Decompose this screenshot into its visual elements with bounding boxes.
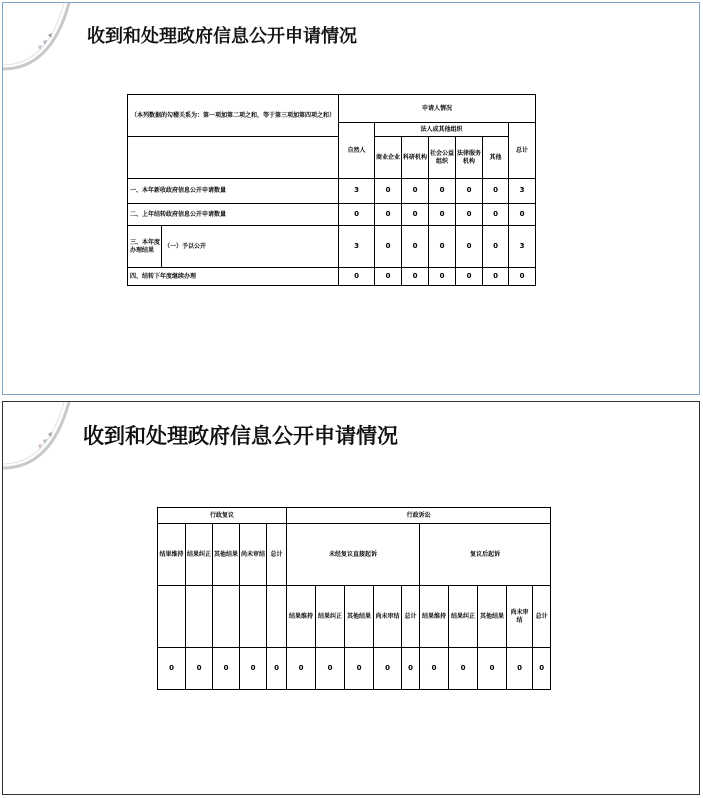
cell-value: 0 bbox=[375, 226, 402, 268]
lit-col-header: 总计 bbox=[533, 586, 551, 648]
blank-cell bbox=[240, 586, 267, 648]
row-label: 四、结转下年度继续办理 bbox=[128, 268, 339, 286]
blank-cell bbox=[158, 586, 186, 648]
sub-header-other: 其他 bbox=[483, 137, 509, 179]
sub-header-commercial: 商业企业 bbox=[375, 137, 402, 179]
cell-value: 0 bbox=[509, 204, 536, 226]
not-reviewed-header: 未经复议直接起诉 bbox=[287, 524, 420, 586]
row-label: （一）予以公开 bbox=[162, 226, 339, 268]
table-note: （本列数据的勾稽关系为：第一项加第二项之和，等于第三项加第四项之和） bbox=[128, 95, 339, 137]
review-col-header: 总计 bbox=[267, 524, 287, 586]
cell-value: 0 bbox=[213, 648, 240, 690]
after-review-header: 复议后起诉 bbox=[420, 524, 551, 586]
cell-value: 0 bbox=[375, 268, 402, 286]
cell-value: 3 bbox=[509, 226, 536, 268]
cell-value: 0 bbox=[483, 179, 509, 204]
cell-value: 0 bbox=[429, 204, 456, 226]
table-row bbox=[128, 179, 536, 204]
cell-value: 0 bbox=[483, 204, 509, 226]
cell-value: 0 bbox=[339, 268, 375, 286]
cell-value: 0 bbox=[240, 648, 267, 690]
corner-decoration-icon bbox=[3, 402, 83, 482]
cell-value: 0 bbox=[375, 204, 402, 226]
cell-value: 0 bbox=[374, 648, 402, 690]
applications-table bbox=[127, 94, 536, 286]
legal-orgs-header: 法人或其他组织 bbox=[375, 123, 509, 137]
sub-header-social: 社会公益组织 bbox=[429, 137, 456, 179]
cell-value: 3 bbox=[339, 179, 375, 204]
cell-value: 0 bbox=[186, 648, 213, 690]
cell-value: 0 bbox=[478, 648, 507, 690]
cell-value: 0 bbox=[339, 204, 375, 226]
sub-header-research: 科研机构 bbox=[402, 137, 429, 179]
cell-value: 0 bbox=[483, 226, 509, 268]
lit-col-header: 结果维持 bbox=[287, 586, 316, 648]
slide-title: 收到和处理政府信息公开申请情况 bbox=[87, 26, 357, 47]
sub-header-legal: 法律服务机构 bbox=[456, 137, 483, 179]
cell-value: 0 bbox=[456, 268, 483, 286]
cell-value: 3 bbox=[339, 226, 375, 268]
review-col-header: 其他结果 bbox=[213, 524, 240, 586]
slide-2 bbox=[2, 401, 700, 795]
review-col-header: 尚未审结 bbox=[240, 524, 267, 586]
section-3-label: 三、本年度办理结果 bbox=[128, 226, 162, 268]
blank-cell bbox=[186, 586, 213, 648]
cell-value: 0 bbox=[507, 648, 533, 690]
cell-value: 0 bbox=[402, 226, 429, 268]
cell-value: 3 bbox=[509, 179, 536, 204]
cell-value: 0 bbox=[449, 648, 478, 690]
blank-cell bbox=[267, 586, 287, 648]
lit-col-header: 其他结果 bbox=[345, 586, 374, 648]
cell-value: 0 bbox=[316, 648, 345, 690]
cell-value: 0 bbox=[287, 648, 316, 690]
row-label: 二、上年结转政府信息公开申请数量 bbox=[128, 204, 339, 226]
lit-col-header: 结果纠正 bbox=[449, 586, 478, 648]
corner-decoration-icon bbox=[3, 3, 83, 83]
cell-value: 0 bbox=[429, 226, 456, 268]
cell-value: 0 bbox=[375, 179, 402, 204]
applicant-header: 申请人情况 bbox=[339, 95, 536, 123]
natural-person-header: 自然人 bbox=[339, 123, 375, 179]
slide-1 bbox=[2, 2, 700, 395]
cell-value: 0 bbox=[345, 648, 374, 690]
cell-value: 0 bbox=[533, 648, 551, 690]
litigation-header: 行政诉讼 bbox=[287, 508, 551, 524]
cell-value: 0 bbox=[509, 268, 536, 286]
lit-col-header: 其他结果 bbox=[478, 586, 507, 648]
cell-value: 0 bbox=[456, 226, 483, 268]
cell-value: 0 bbox=[402, 204, 429, 226]
lit-col-header: 尚未审结 bbox=[507, 586, 533, 648]
slide-title: 收到和处理政府信息公开申请情况 bbox=[83, 424, 398, 448]
row-label: 一、本年新收政府信息公开申请数量 bbox=[128, 179, 339, 204]
table-row bbox=[128, 268, 536, 286]
blank-cell bbox=[128, 137, 339, 179]
cell-value: 0 bbox=[429, 268, 456, 286]
cell-value: 0 bbox=[402, 179, 429, 204]
cell-value: 0 bbox=[456, 204, 483, 226]
review-col-header: 结果纠正 bbox=[186, 524, 213, 586]
lit-col-header: 尚未审结 bbox=[374, 586, 402, 648]
cell-value: 0 bbox=[158, 648, 186, 690]
review-col-header: 结果维持 bbox=[158, 524, 186, 586]
lit-col-header: 总计 bbox=[402, 586, 420, 648]
cell-value: 0 bbox=[402, 648, 420, 690]
cell-value: 0 bbox=[267, 648, 287, 690]
cell-value: 0 bbox=[420, 648, 449, 690]
lit-col-header: 结果维持 bbox=[420, 586, 449, 648]
table-row bbox=[128, 204, 536, 226]
cell-value: 0 bbox=[429, 179, 456, 204]
review-header: 行政复议 bbox=[158, 508, 287, 524]
table-row bbox=[128, 226, 536, 268]
total-header: 总计 bbox=[509, 123, 536, 179]
cell-value: 0 bbox=[402, 268, 429, 286]
cell-value: 0 bbox=[483, 268, 509, 286]
table-row bbox=[158, 648, 551, 690]
cell-value: 0 bbox=[456, 179, 483, 204]
blank-cell bbox=[213, 586, 240, 648]
review-litigation-table bbox=[157, 507, 551, 690]
lit-col-header: 结果纠正 bbox=[316, 586, 345, 648]
